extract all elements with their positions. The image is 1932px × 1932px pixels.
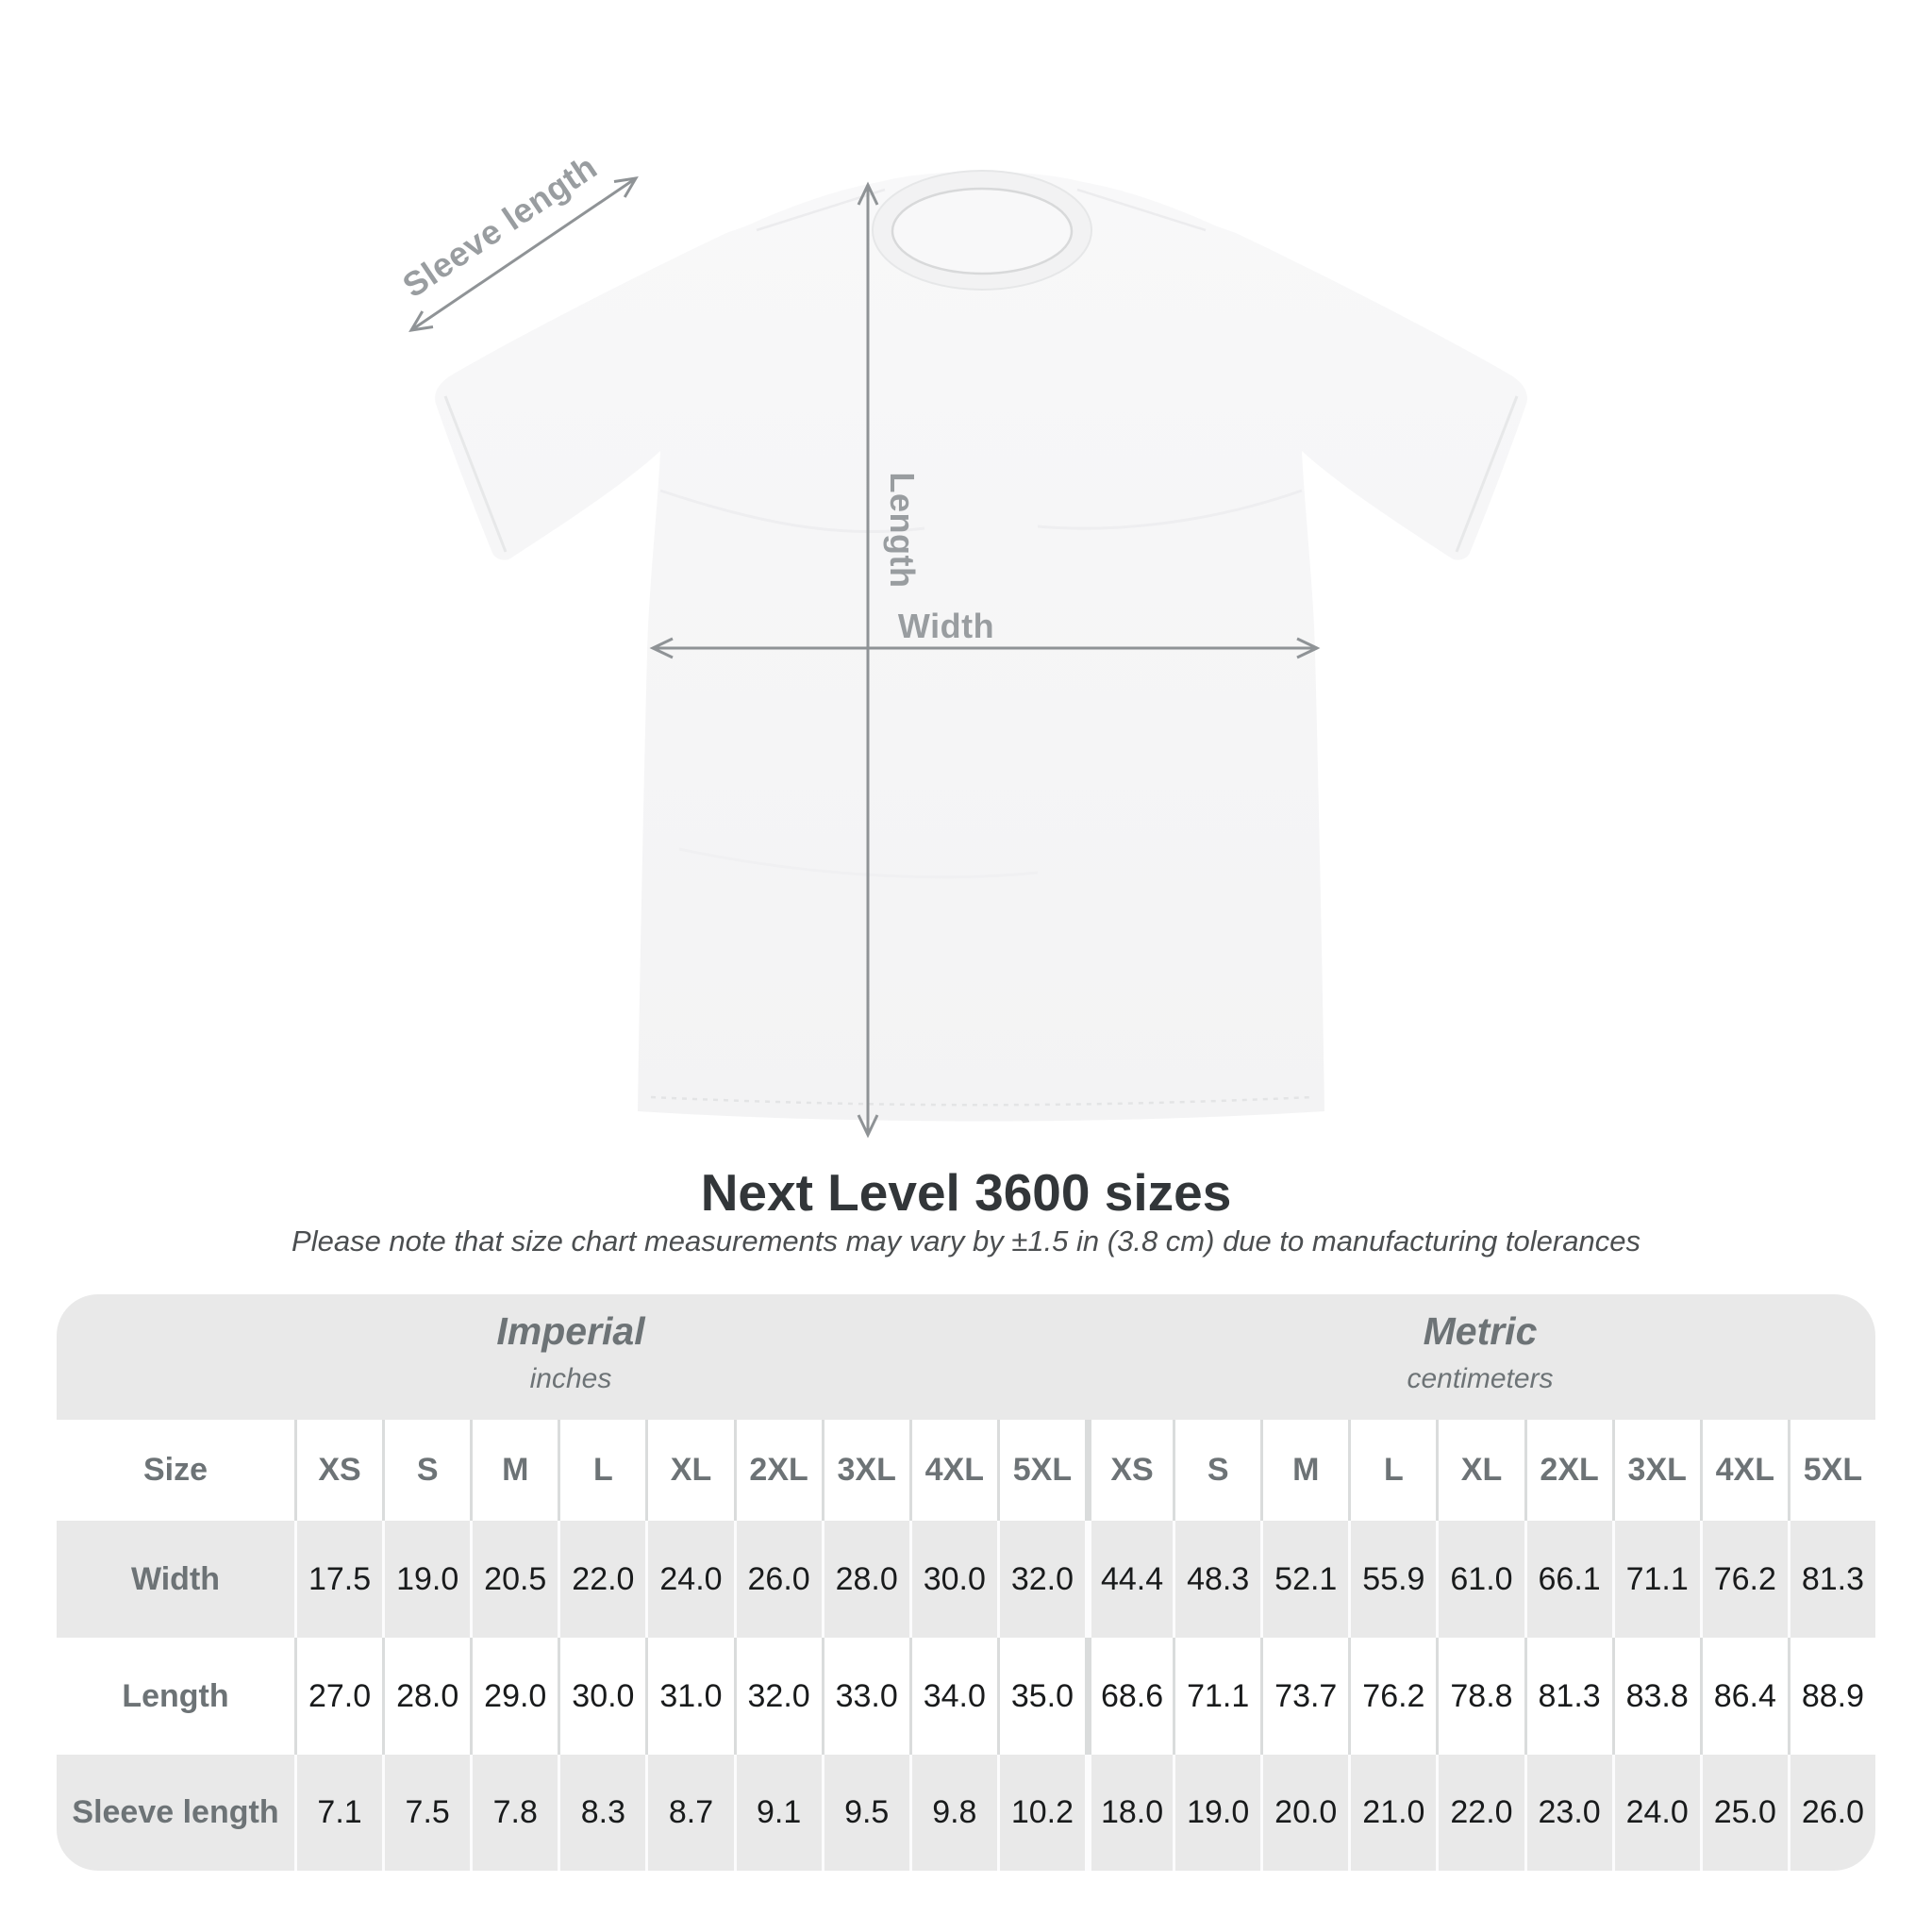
length-value: 68.6 xyxy=(1085,1638,1173,1755)
imperial-group-unit: inches xyxy=(529,1363,612,1394)
sleeve-length-value: 8.3 xyxy=(558,1755,645,1871)
size-column-header: XL xyxy=(645,1420,733,1521)
size-column-header: XL xyxy=(1436,1420,1524,1521)
width-value: 44.4 xyxy=(1085,1521,1173,1638)
size-header-row xyxy=(57,1420,1875,1521)
width-value: 28.0 xyxy=(822,1521,909,1638)
sleeve-length-value: 18.0 xyxy=(1085,1755,1173,1871)
width-value: 48.3 xyxy=(1173,1521,1260,1638)
length-row-label: Length xyxy=(57,1638,294,1755)
width-label: Width xyxy=(897,607,995,645)
sleeve-length-value: 20.0 xyxy=(1260,1755,1348,1871)
sleeve-length-value: 9.1 xyxy=(734,1755,822,1871)
sleeve-length-value: 9.5 xyxy=(822,1755,909,1871)
width-value: 76.2 xyxy=(1700,1521,1788,1638)
size-column-header: XS xyxy=(1085,1420,1173,1521)
length-value: 29.0 xyxy=(470,1638,558,1755)
width-row xyxy=(57,1521,1875,1638)
sleeve-length-value: 23.0 xyxy=(1524,1755,1612,1871)
page-title: Next Level 3600 sizes xyxy=(700,1163,1232,1222)
imperial-group-header xyxy=(57,1294,1085,1420)
length-value: 28.0 xyxy=(382,1638,470,1755)
size-column-header: 5XL xyxy=(1788,1420,1875,1521)
length-value: 76.2 xyxy=(1348,1638,1436,1755)
size-chart-table xyxy=(57,1294,1875,1871)
size-column-header: XS xyxy=(294,1420,382,1521)
length-value: 73.7 xyxy=(1260,1638,1348,1755)
width-value: 22.0 xyxy=(558,1521,645,1638)
size-column-header: 4XL xyxy=(1700,1420,1788,1521)
length-value: 30.0 xyxy=(558,1638,645,1755)
length-value: 34.0 xyxy=(909,1638,997,1755)
width-value: 32.0 xyxy=(997,1521,1085,1638)
width-value: 19.0 xyxy=(382,1521,470,1638)
width-value: 24.0 xyxy=(645,1521,733,1638)
imperial-group-title: Imperial xyxy=(496,1309,645,1353)
width-row-label: Width xyxy=(57,1521,294,1638)
metric-group-unit: centimeters xyxy=(1407,1363,1554,1394)
size-column-header: M xyxy=(1260,1420,1348,1521)
length-value: 32.0 xyxy=(734,1638,822,1755)
length-label: Length xyxy=(883,472,922,589)
tolerance-note: Please note that size chart measurements may vary by ±1.5 in (3.8 cm) due to manufacturing tolerances xyxy=(291,1224,1641,1257)
sleeve-length-row xyxy=(57,1755,1875,1871)
width-value: 26.0 xyxy=(734,1521,822,1638)
size-column-header: S xyxy=(382,1420,470,1521)
size-row-label: Size xyxy=(57,1420,294,1521)
length-value: 27.0 xyxy=(294,1638,382,1755)
width-value: 20.5 xyxy=(470,1521,558,1638)
size-column-header: 3XL xyxy=(1612,1420,1700,1521)
sleeve-length-value: 9.8 xyxy=(909,1755,997,1871)
width-value: 17.5 xyxy=(294,1521,382,1638)
sleeve-length-value: 8.7 xyxy=(645,1755,733,1871)
sleeve-length-value: 7.1 xyxy=(294,1755,382,1871)
size-column-header: 3XL xyxy=(822,1420,909,1521)
sleeve-length-value: 22.0 xyxy=(1436,1755,1524,1871)
length-value: 83.8 xyxy=(1612,1638,1700,1755)
length-value: 81.3 xyxy=(1524,1638,1612,1755)
width-value: 71.1 xyxy=(1612,1521,1700,1638)
sleeve-length-value: 10.2 xyxy=(997,1755,1085,1871)
sleeve-length-value: 26.0 xyxy=(1788,1755,1875,1871)
length-value: 88.9 xyxy=(1788,1638,1875,1755)
length-value: 86.4 xyxy=(1700,1638,1788,1755)
sleeve-length-value: 21.0 xyxy=(1348,1755,1436,1871)
length-value: 33.0 xyxy=(822,1638,909,1755)
sleeve-length-value: 7.8 xyxy=(470,1755,558,1871)
sleeve-length-value: 25.0 xyxy=(1700,1755,1788,1871)
width-value: 66.1 xyxy=(1524,1521,1612,1638)
size-column-header: 4XL xyxy=(909,1420,997,1521)
sleeve-length-value: 7.5 xyxy=(382,1755,470,1871)
size-column-header: L xyxy=(558,1420,645,1521)
width-value: 61.0 xyxy=(1436,1521,1524,1638)
size-column-header: 5XL xyxy=(997,1420,1085,1521)
sleeve-length-row-label: Sleeve length xyxy=(57,1755,294,1871)
metric-group-title: Metric xyxy=(1423,1309,1538,1353)
length-value: 78.8 xyxy=(1436,1638,1524,1755)
width-value: 81.3 xyxy=(1788,1521,1875,1638)
length-value: 31.0 xyxy=(645,1638,733,1755)
width-value: 55.9 xyxy=(1348,1521,1436,1638)
length-value: 71.1 xyxy=(1173,1638,1260,1755)
sleeve-length-value: 19.0 xyxy=(1173,1755,1260,1871)
tshirt-collar xyxy=(873,171,1091,290)
width-value: 52.1 xyxy=(1260,1521,1348,1638)
size-column-header: S xyxy=(1173,1420,1260,1521)
size-column-header: 2XL xyxy=(734,1420,822,1521)
size-column-header: M xyxy=(470,1420,558,1521)
size-column-header: L xyxy=(1348,1420,1436,1521)
sleeve-length-value: 24.0 xyxy=(1612,1755,1700,1871)
length-value: 35.0 xyxy=(997,1638,1085,1755)
unit-group-header-row xyxy=(57,1294,1875,1420)
width-value: 30.0 xyxy=(909,1521,997,1638)
length-row xyxy=(57,1638,1875,1755)
metric-group-header xyxy=(1085,1294,1875,1420)
sleeve-length-label: Sleeve length xyxy=(395,146,605,306)
size-column-header: 2XL xyxy=(1524,1420,1612,1521)
